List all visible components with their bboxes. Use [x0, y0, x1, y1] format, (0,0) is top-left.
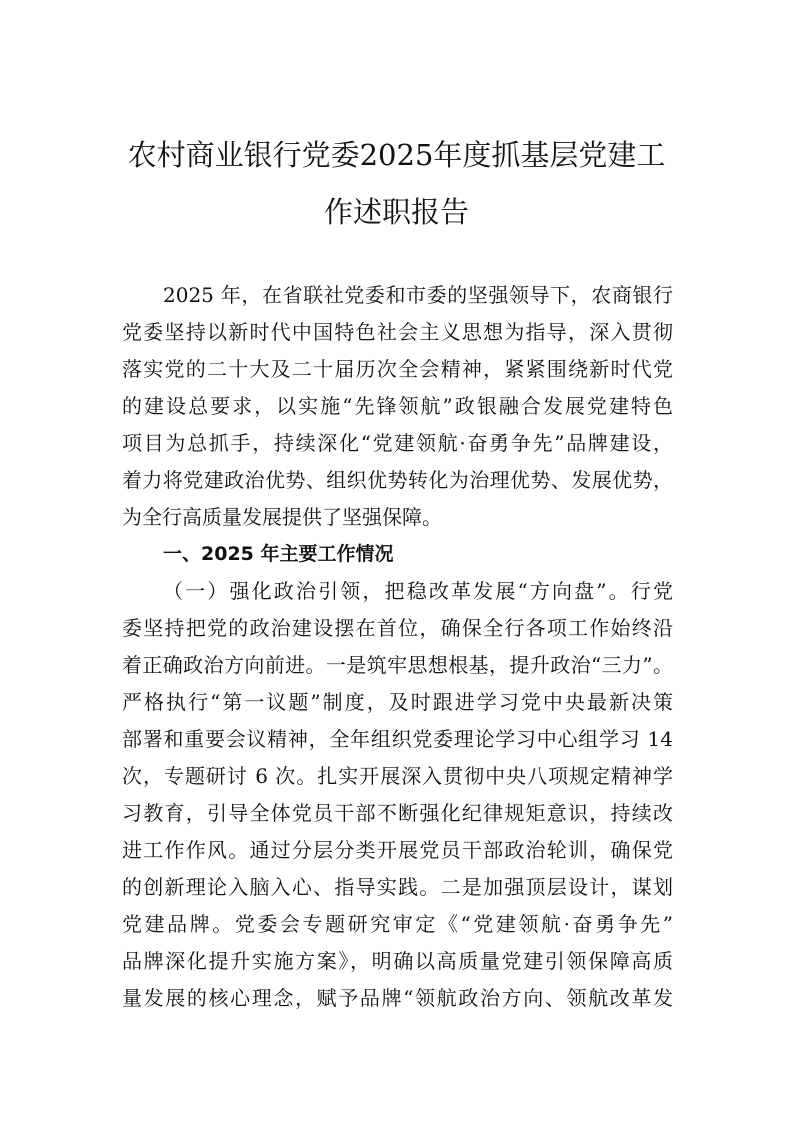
intro-paragraph — [122, 277, 673, 536]
text-line: 量发展的核心理念，赋予品牌“领航政治方向、领航改革发 — [122, 986, 673, 1010]
text-line: 严格执行“第一议题”制度，及时跟进学习党中央最新决策 — [122, 690, 673, 714]
text-span: 行党 — [630, 579, 673, 603]
text-line: 次，专题研讨 6 次。扎实开展深入贯彻中央八项规定精神学 — [122, 764, 673, 788]
text-line: 项目为总抓手，持续深化“党建领航·奋勇争先”品牌建设， — [122, 431, 673, 455]
section-heading: 一、2025 年主要工作情况 — [163, 543, 394, 565]
text-line: 落实党的二十大及二十届历次全会精神，紧紧围绕新时代党 — [122, 357, 673, 381]
subsection-title: （一）强化政治引领，把稳改革发展“方向盘”。 — [163, 579, 631, 603]
text-line: 着正确政治方向前进。一是筑牢思想根基，提升政治“三力”。 — [122, 653, 673, 677]
text-line: 为全行高质量发展提供了坚强保障。 — [122, 505, 442, 529]
text-line: 党建品牌。党委会专题研究审定《“党建领航·奋勇争先” — [122, 912, 673, 936]
text-line: 党委坚持以新时代中国特色社会主义思想为指导，深入贯彻 — [122, 320, 673, 344]
section-paragraph — [122, 573, 673, 1017]
text-line: 的建设总要求，以实施“先锋领航”政银融合发展党建特色 — [122, 394, 673, 418]
text-line: 的创新理论入脑入心、指导实践。二是加强顶层设计，谋划 — [122, 875, 673, 899]
text-line: 委坚持把党的政治建设摆在首位，确保全行各项工作始终沿 — [122, 616, 673, 640]
document-title — [0, 127, 793, 241]
title-line-2: 作述职报告 — [323, 195, 469, 229]
document-body — [122, 277, 673, 1017]
text-line: 部署和重要会议精神，全年组织党委理论学习中心组学习 14 — [122, 727, 673, 751]
text-line: 品牌深化提升实施方案》，明确以高质量党建引领保障高质 — [122, 949, 673, 973]
title-line-1: 农村商业银行党委2025年度抓基层党建工 — [127, 138, 666, 172]
text-line: 进工作作风。通过分层分类开展党员干部政治轮训，确保党 — [122, 838, 673, 862]
text-line — [122, 573, 673, 610]
text-line: 2025 年，在省联社党委和市委的坚强领导下，农商银行 — [163, 283, 673, 307]
text-line: 习教育，引导全体党员干部不断强化纪律规矩意识，持续改 — [122, 801, 673, 825]
text-line: 着力将党建政治优势、组织优势转化为治理优势、发展优势， — [122, 468, 673, 492]
